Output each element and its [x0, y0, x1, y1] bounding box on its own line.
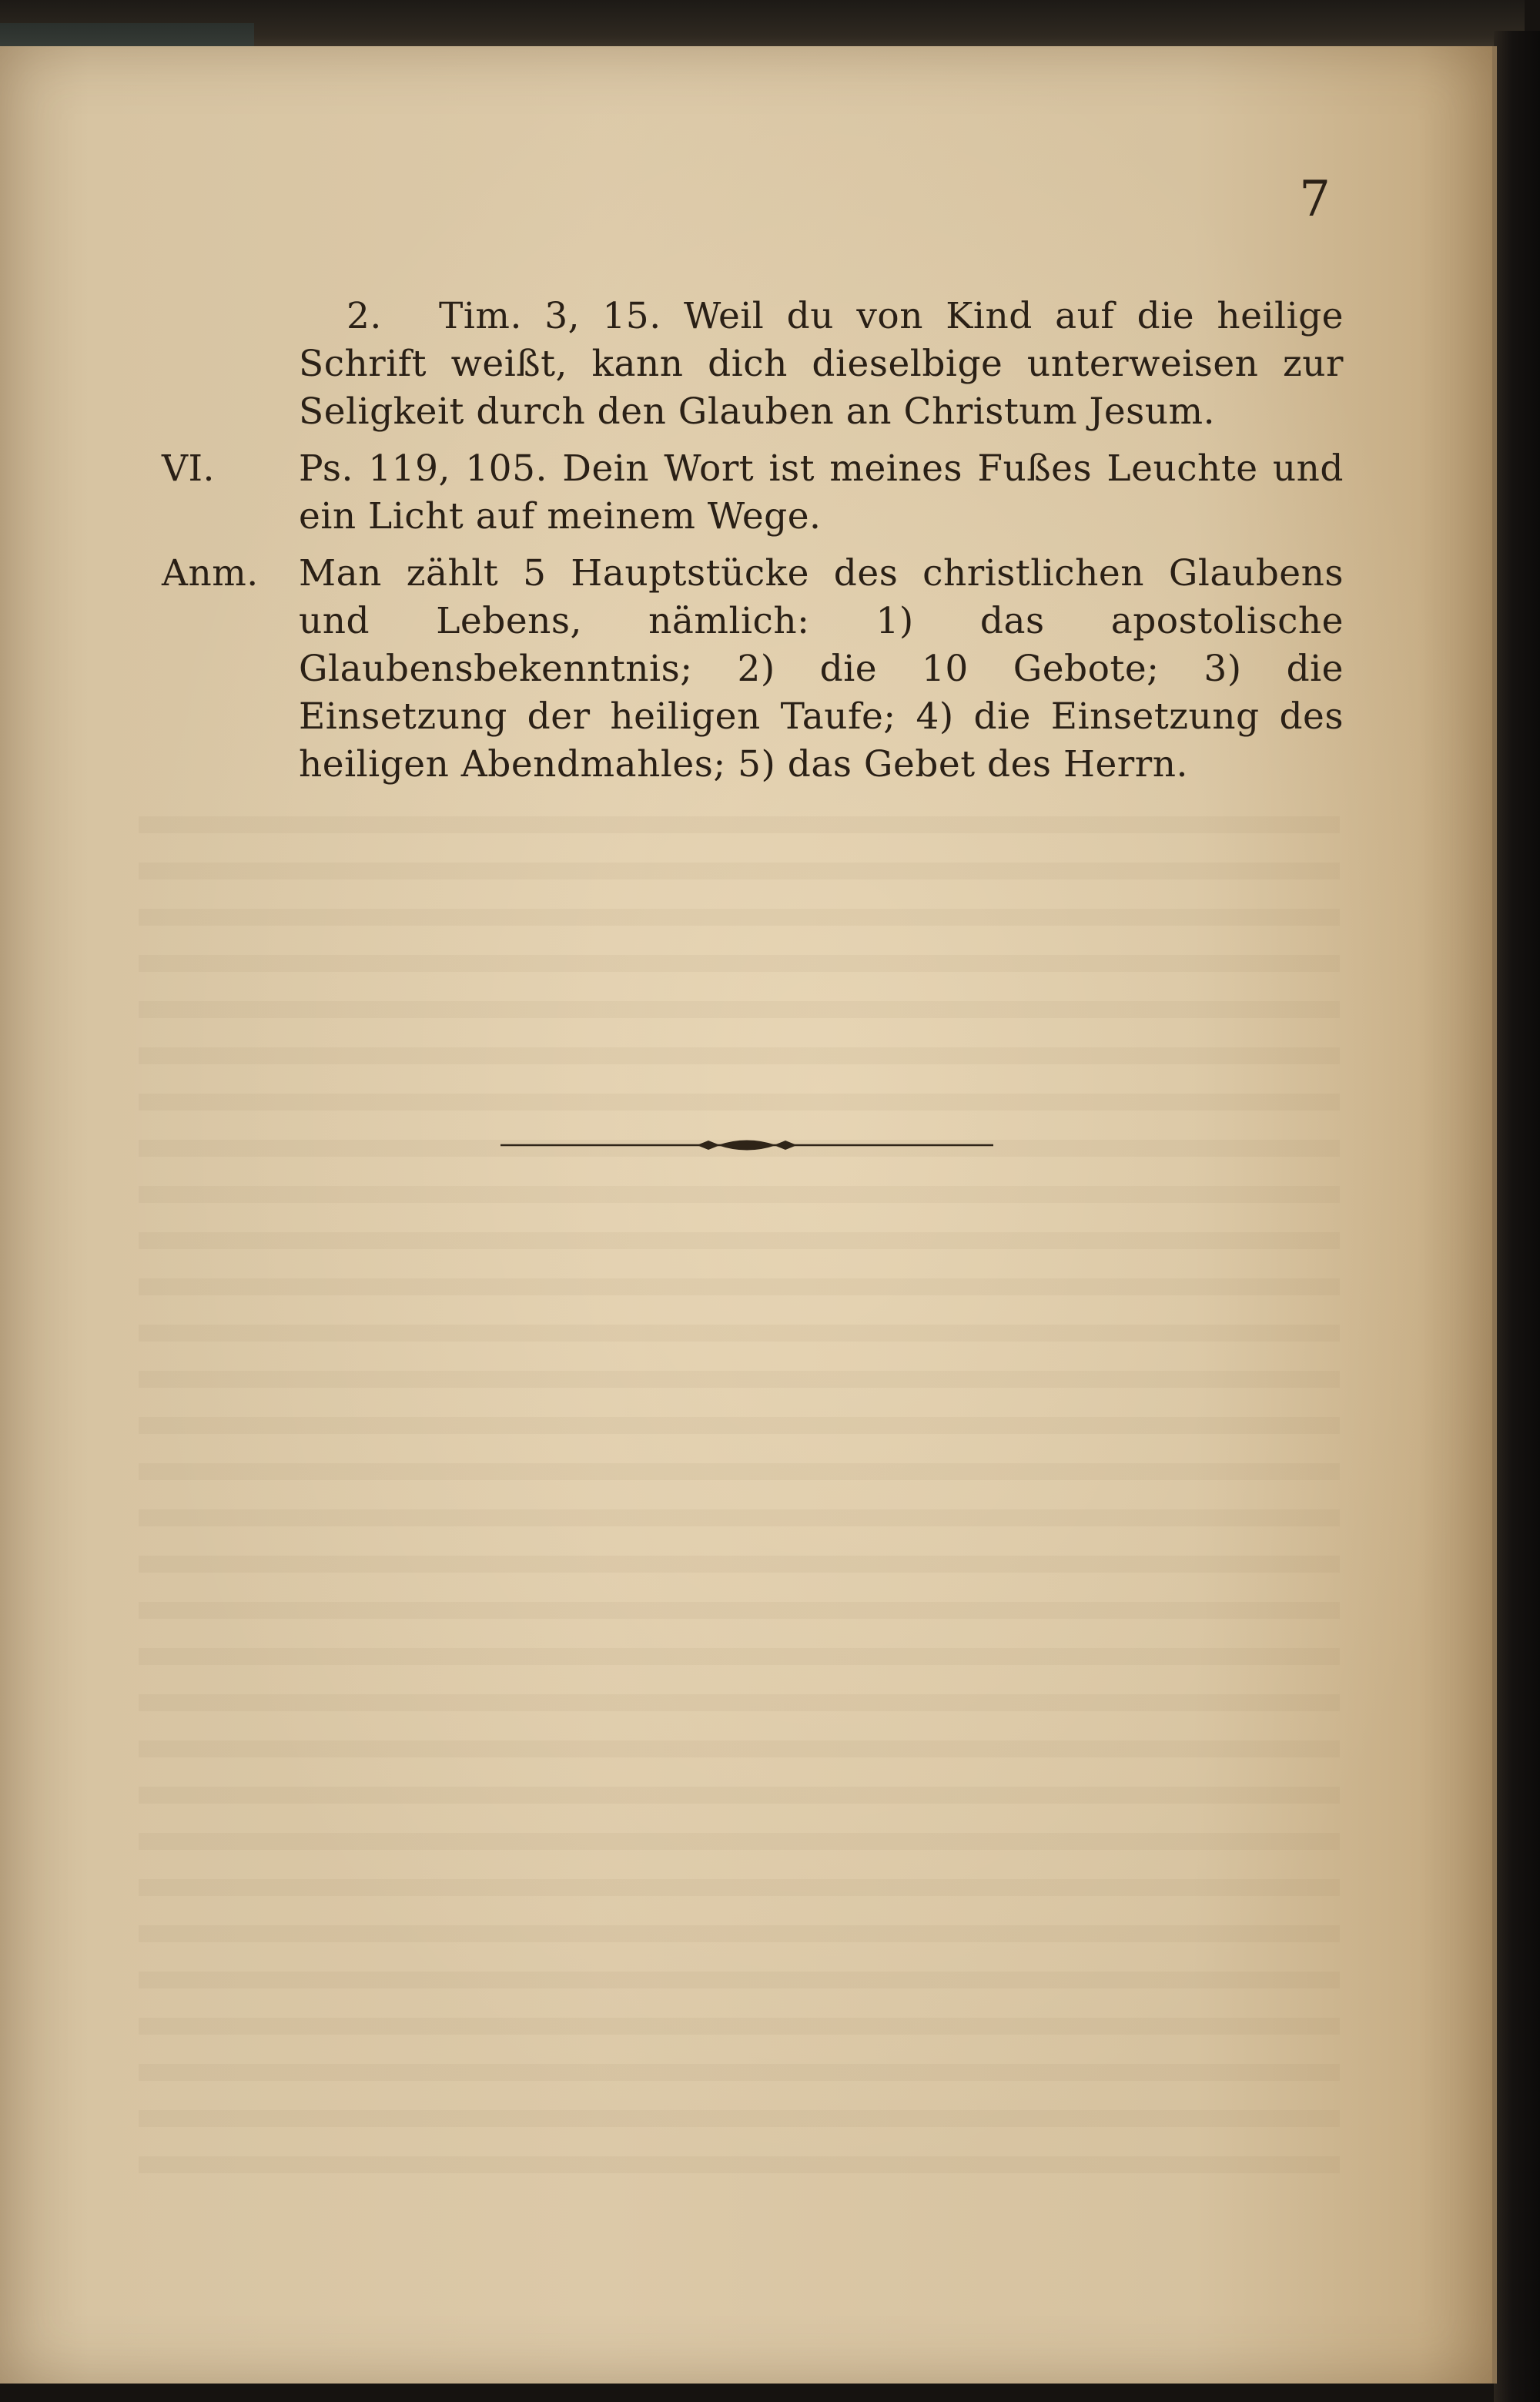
- entry-text: Man zählt 5 Hauptstücke des christlichen Glaubens und Lebens, nämlich: 1) das apostolische Glaubensbekenntnis; 2) die 10 Gebote; 3) die Einsetzung der heiligen Taufe; 4) die Einsetzung des heiligen Abendmahles; 5) das Gebet des Herrn.: [299, 552, 1344, 786]
- entry-psalm: [162, 445, 1344, 541]
- book-page: [0, 46, 1497, 2384]
- page-body: [162, 293, 1344, 798]
- page-number: 7: [1299, 171, 1331, 228]
- entry-label: VI.: [162, 447, 215, 490]
- horizontal-rule-ornament: [500, 1134, 993, 1157]
- book-board-edge: [1494, 31, 1540, 2402]
- entry-tim: [162, 293, 1344, 436]
- entry-label: Anm.: [162, 552, 259, 595]
- entry-text: Tim. 3, 15. Weil du von Kind auf die heilige Schrift weißt, kann dich dieselbige unterweisen zur Seligkeit durch den Glauben an Christum Jesum.: [299, 295, 1344, 433]
- entry-annotation: [162, 550, 1344, 789]
- entry-text: Ps. 119, 105. Dein Wort ist meines Fußes Leuchte und ein Licht auf meinem Wege.: [299, 447, 1344, 538]
- entry-label: 2.: [346, 295, 382, 337]
